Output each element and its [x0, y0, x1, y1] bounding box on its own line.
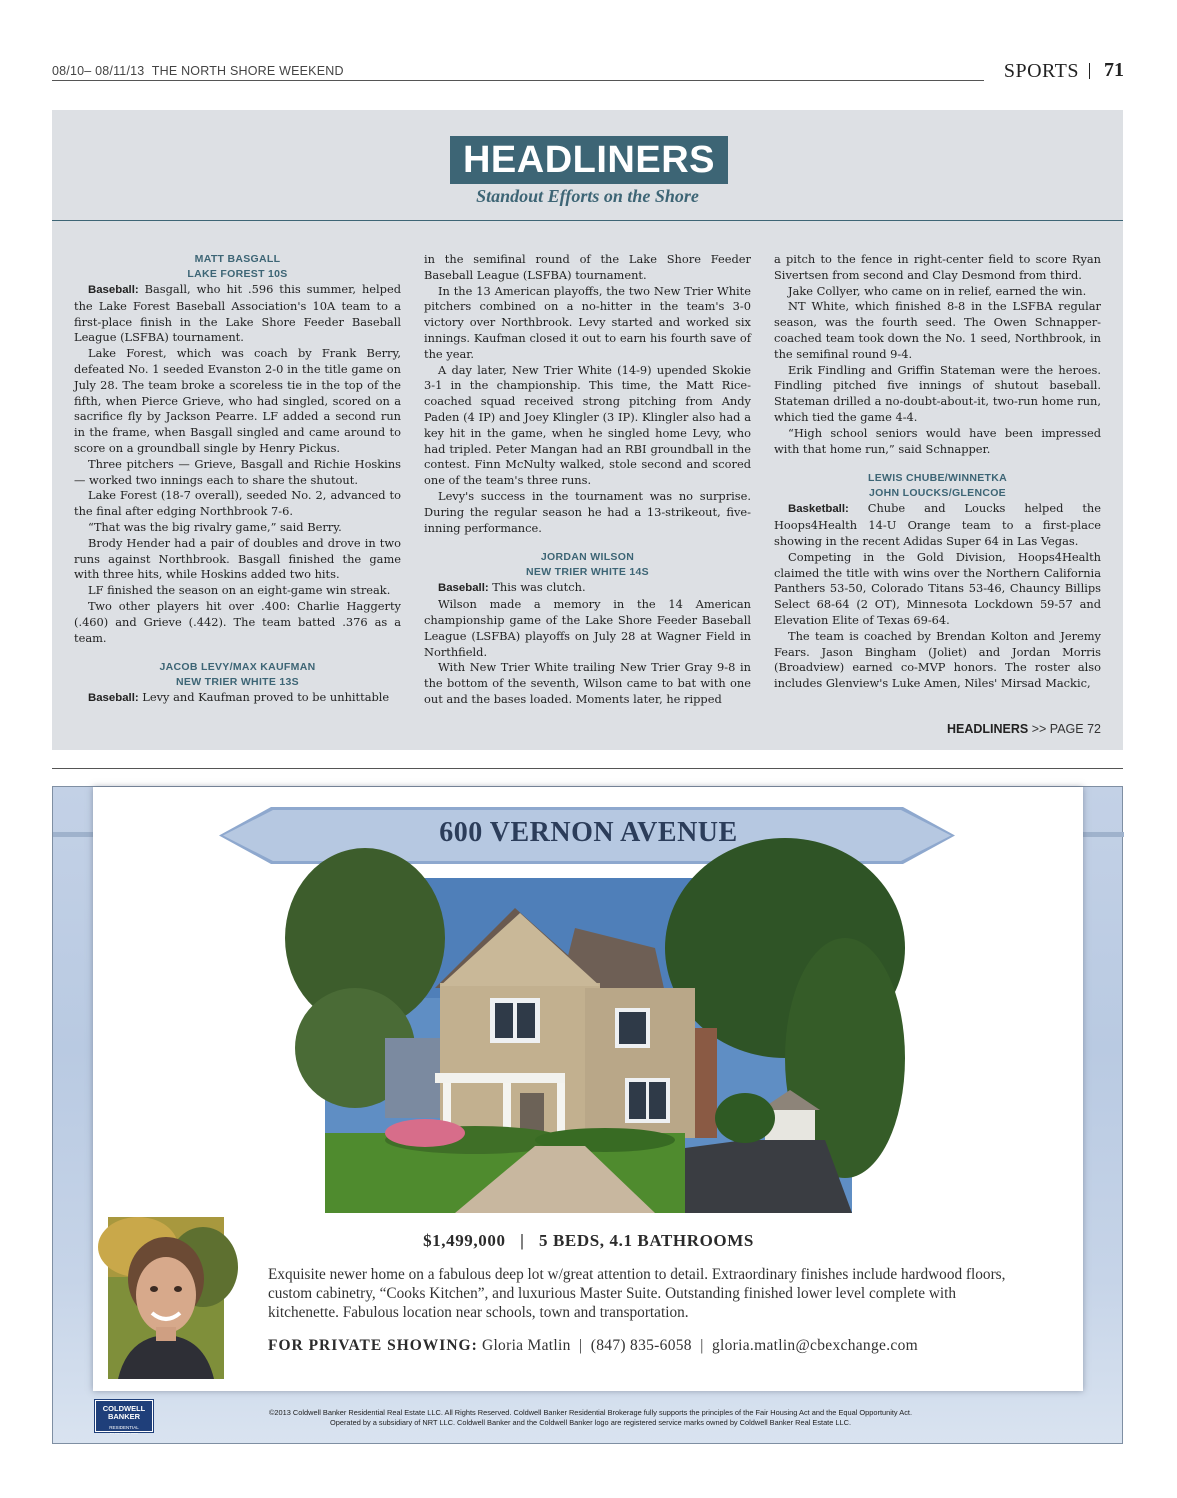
spacer [774, 457, 1101, 471]
contact-line: FOR PRIVATE SHOWING: Gloria Matlin | (847) 835-6058 | gloria.matlin@cbexchange.com [268, 1337, 918, 1354]
paragraph: Levy's success in the tournament was no surprise. During the regular season he had a 13-strikeout, five-inning performance. [424, 488, 751, 535]
headliners-section [52, 110, 1123, 750]
article-column-3 [774, 252, 1101, 692]
headliners-banner: HEADLINERS [450, 136, 728, 184]
agent-phone[interactable]: (847) 835-6058 [590, 1337, 692, 1354]
paragraph: Erik Findling and Griffin Stateman were the heroes. Findling pitched five innings of shutout baseball. Stateman drilled a no-doubt-about-it, two-run home run, which tied the game 4-4. [774, 362, 1101, 424]
paragraph [74, 690, 401, 707]
athlete-name: MATT BASGALL [194, 253, 281, 265]
sport-label: Baseball: [438, 582, 489, 595]
legal-line: Operated by a subsidiary of NRT LLC. Coldwell Banker and the Coldwell Banker logo are registered service marks owned by Coldwell Banker Real Estate LLC. [329, 1418, 852, 1427]
paragraph: Lake Forest, which was coach by Frank Berry, defeated No. 1 seeded Evanston 2-0 in the title game on July 28. The team broke a scoreless tie in the top of the fifth, when Pierce Grieve, who had singled, scored on a sacrifice fly by Jackson Pearre. LF added a second run in the frame, when Basgall singled and came around to score on a groundball single by Henry Pickus. [74, 346, 401, 455]
agent-name: Gloria Matlin [481, 1337, 571, 1354]
publication-name: THE NORTH SHORE WEEKEND [151, 64, 344, 78]
paragraph-text: This was clutch. [488, 580, 586, 595]
header-rule [52, 80, 984, 81]
article-column-2 [424, 252, 751, 706]
property-address: 600 VERNON AVENUE [439, 817, 738, 848]
logo-text: COLDWELL [102, 1404, 146, 1413]
paragraph: a pitch to the fence in right-center field to score Ryan Sivertsen from second and Clay Desmond from third. [774, 252, 1101, 282]
spacer [74, 646, 401, 660]
section-name: SPORTS [1003, 60, 1079, 82]
header-divider [1089, 63, 1090, 79]
paragraph: LF finished the season on an eight-game win streak. [88, 583, 391, 598]
sport-label: Baseball: [88, 284, 139, 296]
paragraph: With New Trier White trailing New Trier Gray 9-8 in the bottom of the seventh, Wilson came to bat with one out and the bases loaded. Moments later, he ripped [424, 660, 751, 706]
continued-jump-link[interactable] [947, 722, 1101, 736]
paragraph-text: Basgall, who hit .596 this summer, helped the Lake Forest Baseball Association's 10A team to a first-place finish in the Lake Shore Feeder Baseball League (LSFBA) tournament. [74, 282, 401, 345]
sport-label: Basketball: [788, 503, 849, 516]
paragraph: A day later, New Trier White (14-9) upended Skokie 3-1 in the championship. This time, the Matt Rice-coached squad received strong pitching from Andy Paden (4 IP) and Joey Klingler (3 IP). Klingler also had a key hit in the game, when he singled home Levy, who had tripled. Peter Mangan had an RBI groundball in the contest. Finn McNulty walked, stole second and scored one of the team's three runs. [424, 362, 751, 488]
property-description: Exquisite newer home on a fabulous deep lot w/great attention to detail. Extraordinary finishes include hardwood floors, custom cabinetry, “Cooks Kitchen”, and luxurious Master Suite. Outstanding finished lower level complete with kitchenette. Fabulous location near schools, town and transportation. [268, 1266, 1006, 1321]
house-photo [325, 878, 852, 1213]
athlete-name: LEWIS CHUBE/WINNETKA [868, 472, 1007, 485]
paragraph-text: Levy and Kaufman proved to be unhittable [138, 690, 390, 705]
paragraph: Brody Hender had a pair of doubles and drove in two runs against Northbrook. Basgall finished the game with three hits, while Hoskins added two hits. [74, 535, 401, 582]
athlete-team: NEW TRIER WHITE 14S [526, 566, 649, 579]
real-estate-ad [52, 786, 1123, 1444]
paragraph: Two other players hit over .400: Charlie Haggerty (.460) and Grieve (.442). The team batted .376 as a team. [74, 598, 401, 645]
jump-page: >> PAGE 72 [1028, 722, 1101, 736]
bed-bath-specs: 5 BEDS, 4.1 BATHROOMS [539, 1231, 754, 1250]
paragraph: Three pitchers — Grieve, Basgall and Richie Hoskins — worked two innings each to share the shutout. [74, 456, 401, 487]
paragraph [74, 282, 401, 346]
paragraph [774, 501, 1101, 549]
sport-label: Baseball: [88, 692, 139, 705]
paragraph: NT White, which finished 8-8 in the LSFBA regular season, was the fourth seed. The Owen Schnapper-coached team took down the No. 1 seed, Northbrook, in the semifinal round 9-4. [774, 299, 1101, 361]
athlete-name: JOHN LOUCKS/GLENCOE [869, 487, 1006, 500]
price-divider: | [520, 1231, 525, 1250]
paragraph: in the semifinal round of the Lake Shore Feeder Baseball League (LSFBA) tournament. [424, 252, 751, 282]
paragraph: Lake Forest (18-7 overall), seeded No. 2, advanced to the final after edging Northbrook 7-6. [74, 488, 401, 519]
coldwell-banker-logo [95, 1400, 153, 1435]
page-header [52, 59, 1124, 84]
paragraph: The team is coached by Brendan Kolton and Jeremy Fears. Jason Bingham (Joliet) and Jordan Morris (Broadview) earned co-MVP honors. The roster also includes Glenview's Luke Amen, Niles' Mirsad Mackic, [774, 628, 1101, 691]
paragraph: Competing in the Gold Division, Hoops4Health claimed the title with wins over the Northern California Panthers 53-50, Colorado Titans 53-46, Chauncy Billips Select 68-64 (2 OT), Minnesota Lockdown 59-57 and Elevation Elite of Texas 69-64. [774, 549, 1101, 627]
article-column-1 [74, 252, 401, 705]
issue-dates: 08/10– 08/11/13 [52, 64, 145, 78]
logo-subtext: RESIDENTIAL BROKERAGE [109, 1425, 139, 1435]
paragraph: In the 13 American playoffs, the two New Trier White pitchers combined on a no-hitter in the team's 3-0 victory over Northbrook. Levy started and worked six innings. Kaufman closed it out to earn his fourth save of the year. [424, 283, 751, 361]
page-number: 71 [1104, 59, 1124, 81]
athlete-name: JORDAN WILSON [540, 551, 635, 564]
paragraph [424, 580, 751, 597]
headliners-rule [52, 220, 1123, 221]
paragraph: “High school seniors would have been impressed with that home run,” said Schnapper. [774, 425, 1101, 456]
price: $1,499,000 [423, 1231, 506, 1250]
agent-email[interactable]: gloria.matlin@cbexchange.com [711, 1337, 918, 1354]
athlete-team: LAKE FOREST 10S [187, 268, 288, 280]
spacer [424, 536, 751, 550]
paragraph: Jake Collyer, who came on in relief, earned the win. [788, 283, 1087, 298]
logo-text: BANKER [107, 1412, 141, 1421]
section-divider [52, 768, 1123, 769]
paragraph: “That was the big rivalry game,” said Berry. [88, 519, 342, 534]
price-line [53, 1231, 1124, 1251]
issue-line [52, 64, 344, 78]
paragraph-text: Chube and Loucks helped the Hoops4Health 14-U Orange team to a first-place showing in the recent Adidas Super 64 in Las Vegas. [774, 501, 1101, 548]
athlete-team: NEW TRIER WHITE 13S [176, 676, 299, 689]
headliners-subtitle: Standout Efforts on the Shore [476, 186, 699, 206]
paragraph: Wilson made a memory in the 14 American championship game of the Lake Shore Feeder Baseball League (LSFBA) playoffs on July 28 at Wagner Field in Northfield. [424, 597, 751, 659]
legal-disclaimer [258, 1408, 923, 1428]
contact-label: FOR PRIVATE SHOWING: [268, 1337, 478, 1354]
legal-line: ©2013 Coldwell Banker Residential Real Estate LLC. All Rights Reserved. Coldwell Banker Residential Brokerage fully supports the principles of the Fair Housing Act and the Equal Opportunity Act. [268, 1408, 913, 1417]
athlete-name: JACOB LEVY/MAX KAUFMAN [159, 661, 316, 674]
jump-label: HEADLINERS [947, 722, 1029, 736]
